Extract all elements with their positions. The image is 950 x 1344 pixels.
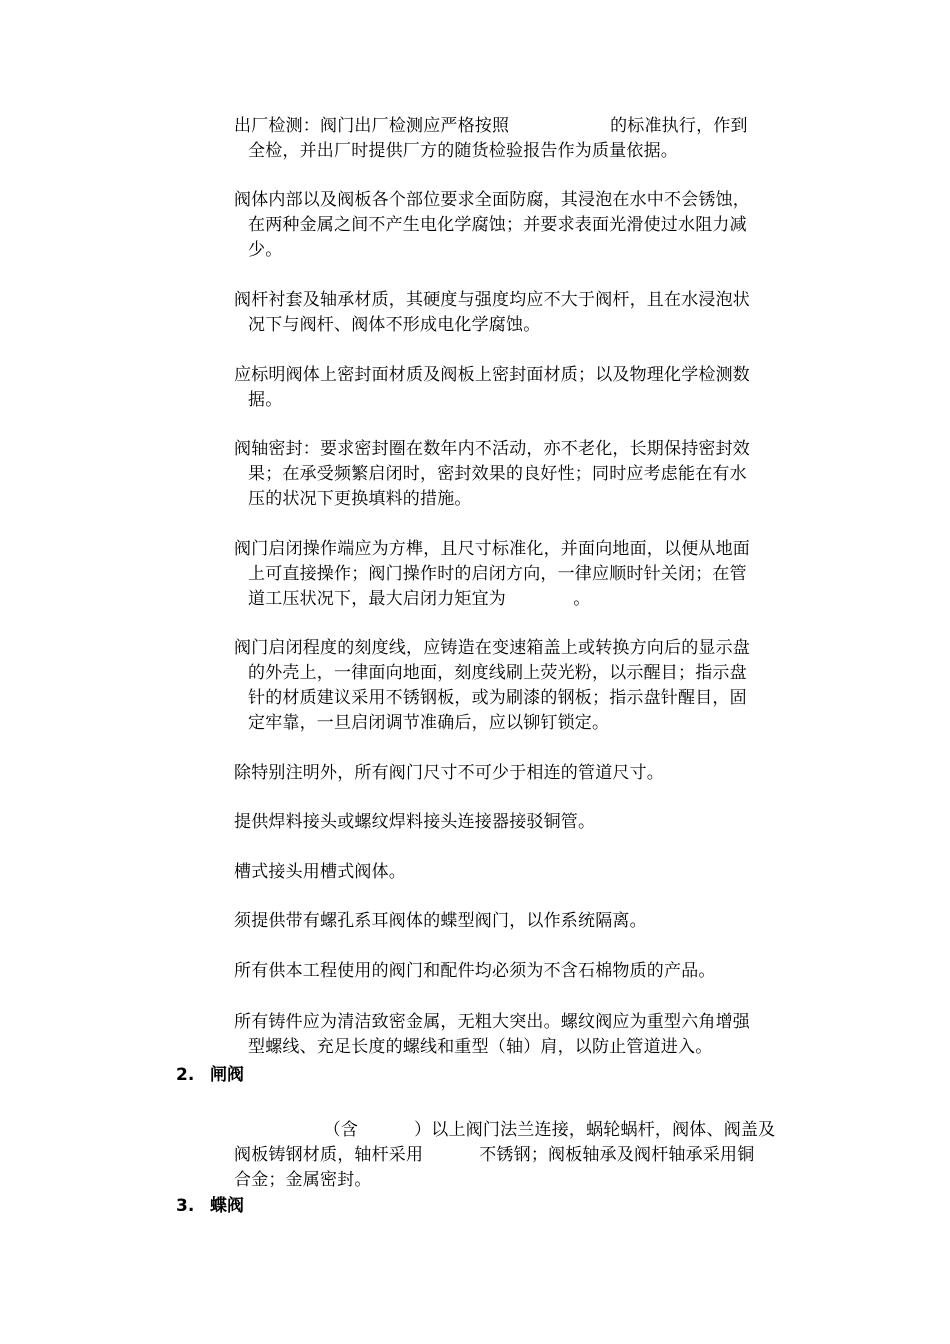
text-line: 合金；金属密封。 (234, 1170, 372, 1190)
text-line: 提供焊料接头或螺纹焊料接头连接器接驳铜管。 (234, 812, 596, 832)
paragraph-groove-joint (234, 860, 814, 885)
text-line: 压的状况下更换填料的措施。 (248, 489, 472, 509)
text-line: 道工压状况下，最大启闭力矩宜为 。 (248, 589, 591, 609)
text-line: 针的材质建议采用不锈钢板，或为刷漆的钢板；指示盘针醒目，固 (248, 688, 747, 708)
text-line: 须提供带有螺孔系耳阀体的蝶型阀门，以作系统隔离。 (234, 911, 647, 931)
text-line: 阀体内部以及阀板各个部位要求全面防腐，其浸泡在水中不会锈蚀， (234, 190, 750, 210)
section-heading-butterfly-valve (176, 1194, 244, 1219)
section-title: 闸阀 (210, 1065, 244, 1085)
text-line: 阀杆衬套及轴承材质，其硬度与强度均应不大于阀杆，且在水浸泡状 (234, 290, 750, 310)
text-line: 据。 (248, 390, 283, 410)
text-line: 的外壳上，一律面向地面，刻度线刷上荧光粉，以示醒目；指示盘 (248, 663, 747, 683)
paragraph-valve-size (234, 761, 814, 786)
paragraph-asbestos-free (234, 959, 814, 984)
section-heading-gate-valve (176, 1063, 244, 1088)
text-line: 所有供本工程使用的阀门和配件均必须为不含石棉物质的产品。 (234, 961, 716, 981)
text-line: 在两种金属之间不产生电化学腐蚀；并要求表面光滑使过水阻力减 (248, 215, 747, 235)
section-title: 蝶阀 (210, 1196, 244, 1216)
text-line: 应标明阀体上密封面材质及阀板上密封面材质；以及物理化学检测数 (234, 365, 750, 385)
text-line: 况下与阀杆、阀体不形成电化学腐蚀。 (248, 315, 541, 335)
paragraph-operating-end (234, 537, 814, 612)
text-line: 槽式接头用槽式阀体。 (234, 862, 406, 882)
text-line: 全检，并出厂时提供厂方的随货检验报告作为质量依据。 (248, 141, 678, 161)
text-line: 阀轴密封：要求密封圈在数年内不活动，亦不老化，长期保持密封效 (234, 439, 750, 459)
paragraph-stem-bushing (234, 288, 814, 338)
text-line: 上可直接操作；阀门操作时的启闭方向，一律应顺时针关闭；在管 (248, 564, 747, 584)
text-line: 所有铸件应为清洁致密金属，无粗大突出。螺纹阀应为重型六角增强 (234, 1012, 750, 1032)
section-number: 2. (176, 1065, 195, 1085)
text-line: 阀板铸钢材质，轴杆采用 不锈钢；阀板轴承及阀杆轴承采用铜 (234, 1145, 755, 1165)
text-line: 果；在承受频繁启闭时，密封效果的良好性；同时应考虑能在有水 (248, 464, 747, 484)
paragraph-shaft-seal (234, 437, 814, 512)
paragraph-scale-line (234, 636, 814, 736)
text-line: 少。 (248, 240, 283, 260)
paragraph-solder-joint (234, 810, 814, 835)
paragraph-castings (234, 1010, 814, 1060)
text-line: 型螺线、充足长度的螺线和重型（轴）肩，以防止管道进入。 (248, 1037, 713, 1057)
paragraph-factory-inspection (234, 114, 814, 164)
text-line: 阀门启闭操作端应为方榫，且尺寸标准化，并面向地面，以便从地面 (234, 539, 750, 559)
text-line: 阀门启闭程度的刻度线，应铸造在变速箱盖上或转换方向后的显示盘 (234, 638, 750, 658)
text-line: 出厂检测：阀门出厂检测应严格按照 的标准执行，作到 (234, 116, 748, 136)
text-line: 定牢靠，一旦启闭调节准确后，应以铆钉锁定。 (248, 713, 610, 733)
paragraph-seal-material (234, 363, 814, 413)
section-number: 3. (176, 1196, 195, 1216)
text-line: 除特别注明外，所有阀门尺寸不可少于相连的管道尺寸。 (234, 763, 664, 783)
text-line: （含 ）以上阀门法兰连接，蜗轮蜗杆，阀体、阀盖及 (234, 1120, 776, 1140)
paragraph-corrosion (234, 188, 814, 263)
paragraph-butterfly-isolation (234, 909, 814, 934)
paragraph-gate-valve (234, 1118, 814, 1193)
